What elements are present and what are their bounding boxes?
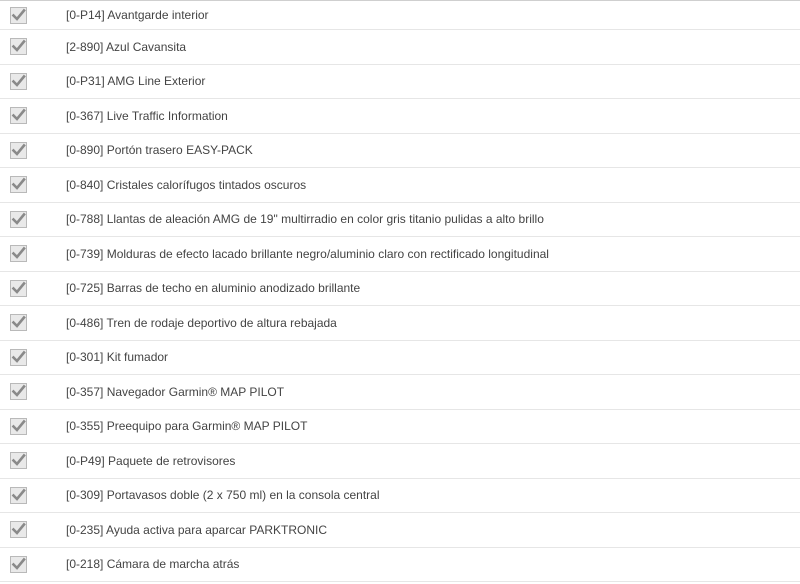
option-label: [2-890] Azul Cavansita (66, 39, 187, 54)
option-checkbox[interactable] (10, 73, 27, 90)
option-label: [0-725] Barras de techo en aluminio anodizado brillante (66, 281, 361, 296)
option-checkbox[interactable] (10, 452, 27, 469)
option-label: [0-218] Cámara de marcha atrás (66, 557, 240, 572)
option-label: [0-486] Tren de rodaje deportivo de altura rebajada (66, 315, 337, 330)
option-label: [0-739] Molduras de efecto lacado brillante negro/aluminio claro con rectificado longitudinal (66, 246, 549, 261)
list-item (0, 30, 800, 65)
option-label: [0-309] Portavasos doble (2 x 750 ml) en la consola central (66, 488, 380, 503)
list-item (0, 168, 800, 203)
option-label: [0-P49] Paquete de retrovisores (66, 453, 236, 468)
checkmark-icon (11, 384, 26, 399)
list-item (0, 203, 800, 238)
option-checkbox[interactable] (10, 418, 27, 435)
option-label: [0-355] Preequipo para Garmin® MAP PILOT (66, 419, 308, 434)
checkmark-icon (11, 39, 26, 54)
checkmark-icon (11, 177, 26, 192)
list-item (0, 410, 800, 445)
checkmark-icon (11, 108, 26, 123)
option-label: [0-890] Portón trasero EASY-PACK (66, 143, 253, 158)
option-checkbox[interactable] (10, 38, 27, 55)
list-item (0, 444, 800, 479)
option-label: [0-P14] Avantgarde interior (66, 8, 209, 22)
option-checkbox[interactable] (10, 556, 27, 573)
checkmark-icon (11, 315, 26, 330)
checkmark-icon (11, 453, 26, 468)
list-item (0, 134, 800, 169)
option-checkbox[interactable] (10, 245, 27, 262)
checkmark-icon (11, 246, 26, 261)
option-label: [0-788] Llantas de aleación AMG de 19" multirradio en color gris titanio pulidas a alto brillo (66, 212, 544, 227)
option-checkbox[interactable] (10, 521, 27, 538)
option-label: [0-367] Live Traffic Information (66, 108, 228, 123)
list-item (0, 272, 800, 307)
option-checkbox[interactable] (10, 176, 27, 193)
option-label: [0-235] Ayuda activa para aparcar PARKTRONIC (66, 522, 328, 537)
checkmark-icon (11, 557, 26, 572)
option-checkbox[interactable] (10, 142, 27, 159)
list-item (0, 479, 800, 514)
list-item (0, 548, 800, 583)
list-item (0, 237, 800, 272)
option-label: [0-P31] AMG Line Exterior (66, 74, 206, 89)
option-checkbox[interactable] (10, 7, 27, 24)
checkmark-icon (11, 212, 26, 227)
checkmark-icon (11, 143, 26, 158)
checkmark-icon (11, 350, 26, 365)
option-checkbox[interactable] (10, 383, 27, 400)
checkmark-icon (11, 488, 26, 503)
option-label: [0-301] Kit fumador (66, 350, 169, 365)
option-label: [0-840] Cristales calorífugos tintados oscuros (66, 177, 307, 192)
option-checkbox[interactable] (10, 211, 27, 228)
checkmark-icon (11, 419, 26, 434)
list-item (0, 341, 800, 376)
checkmark-icon (11, 281, 26, 296)
list-item (0, 65, 800, 100)
list-item (0, 99, 800, 134)
list-item (0, 1, 800, 30)
checkmark-icon (11, 74, 26, 89)
option-checkbox[interactable] (10, 107, 27, 124)
list-item (0, 513, 800, 548)
checkmark-icon (11, 8, 26, 23)
list-item (0, 306, 800, 341)
checkmark-icon (11, 522, 26, 537)
option-checkbox[interactable] (10, 349, 27, 366)
option-checkbox[interactable] (10, 314, 27, 331)
option-checkbox[interactable] (10, 487, 27, 504)
option-label: [0-357] Navegador Garmin® MAP PILOT (66, 384, 285, 399)
option-checkbox[interactable] (10, 280, 27, 297)
list-item (0, 375, 800, 410)
